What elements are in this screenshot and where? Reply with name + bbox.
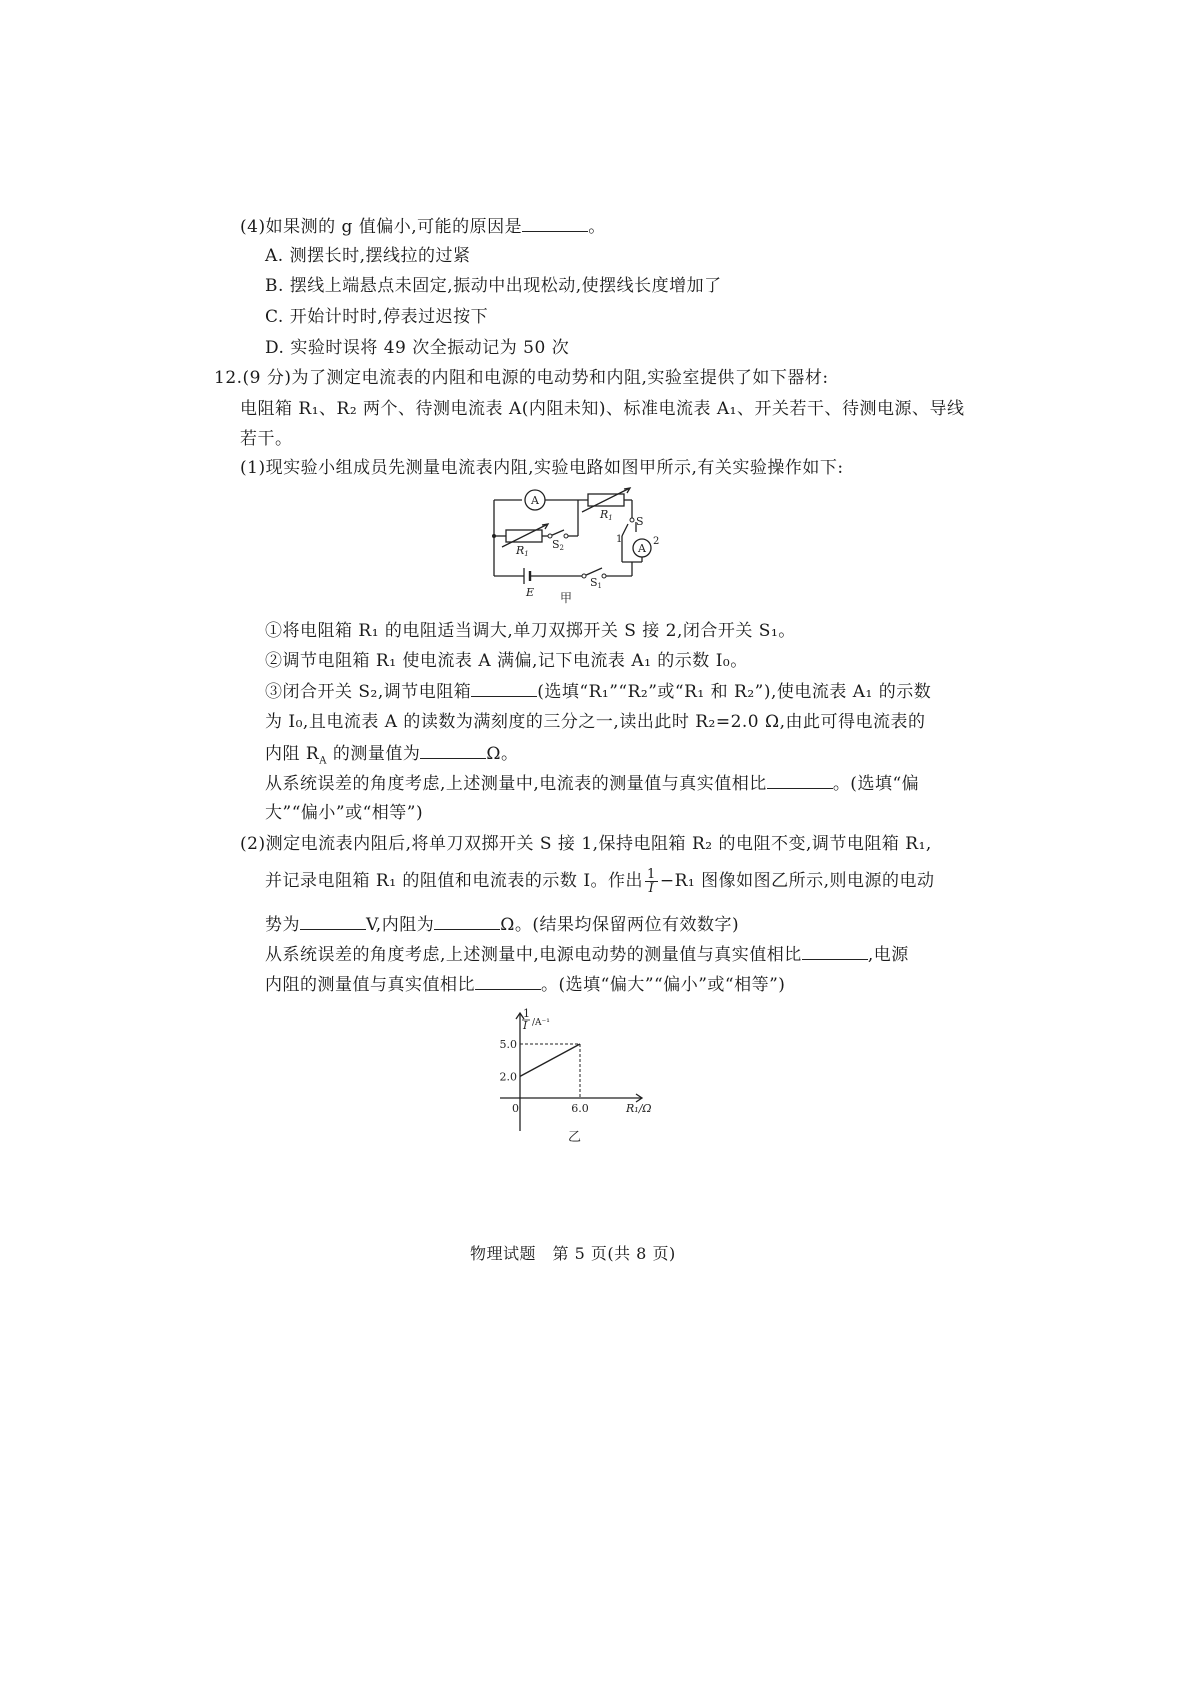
q4-stem: (4)如果测的 g 值偏小,可能的原因是 。 [240, 217, 606, 237]
reciprocal-current-graph [490, 1005, 670, 1155]
y-axis-label-denominator: I [523, 1019, 528, 1032]
answer-blank[interactable] [471, 680, 537, 697]
error-analysis-1-end: 大”“偏小”或“相等”) [265, 803, 424, 823]
emf-label: E [526, 586, 535, 599]
y-axis-label-numerator: 1 [523, 1007, 530, 1020]
data-line [520, 1044, 580, 1076]
answer-blank[interactable] [300, 913, 366, 930]
step-1: ①将电阻箱 R₁ 的电阻适当调大,单刀双掷开关 S 接 2,闭合开关 S₁。 [265, 621, 796, 641]
q12-part2-line2: 并记录电阻箱 R₁ 的阻值和电流表的示数 I。作出 $\frac{1}{I}$ −R₁ 图像如图乙所示,则电源的电动 [265, 867, 935, 896]
q12-intro: 12.(9 分)为了测定电流表的内阻和电源的电动势和内阻,实验室提供了如下器材: [214, 368, 829, 388]
q12-materials: 电阻箱 R₁、R₂ 两个、待测电流表 A(内阻未知)、标准电流表 A₁、开关若干、待测电源、导线 [240, 399, 965, 419]
q4-option-d: D. 实验时误将 49 次全振动记为 50 次 [265, 338, 570, 358]
q4-option-c: C. 开始计时时,停表过迟按下 [265, 307, 489, 327]
switch-pos2-label: 2 [653, 536, 660, 547]
answer-blank[interactable] [475, 973, 541, 990]
r2-label: R1 [516, 544, 529, 558]
q4-option-a: A. 测摆长时,摆线拉的过紧 [265, 246, 471, 266]
x-axis-label: R₁/Ω [626, 1102, 652, 1115]
q12-part1: (1)现实验小组成员先测量电流表内阻,实验电路如图甲所示,有关实验操作如下: [240, 458, 844, 478]
error-analysis-1: 从系统误差的角度考虑,上述测量中,电流表的测量值与真实值相比 。(选填“偏 [265, 774, 920, 794]
r1-top-label: R1 [600, 508, 613, 522]
circuit-caption: 甲 [560, 591, 573, 605]
circuit-diagram [480, 480, 680, 610]
reciprocal-fraction: $\frac{1}{I}$ [647, 867, 656, 896]
y-axis-label-unit: /A⁻¹ [532, 1018, 550, 1028]
answer-blank[interactable] [802, 943, 868, 960]
answer-blank[interactable] [767, 772, 833, 789]
answer-blank[interactable] [522, 215, 588, 232]
error-analysis-2-end: 内阻的测量值与真实值相比 。(选填“偏大”“偏小”或“相等”) [265, 975, 786, 995]
step-3-line1: ③闭合开关 S₂,调节电阻箱 (选填“R₁”“R₂”或“R₁ 和 R₂”),使电流表 A₁ 的示数 [265, 682, 932, 702]
q4-option-b: B. 摆线上端悬点未固定,振动中出现松动,使摆线长度增加了 [265, 276, 722, 296]
q12-part2-line3: 势为 V,内阻为 Ω。(结果均保留两位有效数字) [265, 915, 740, 935]
s1-label: S1 [590, 576, 603, 590]
q12-materials-end: 若干。 [240, 429, 293, 449]
q12-part2: (2)测定电流表内阻后,将单刀双掷开关 S 接 1,保持电阻箱 R₂ 的电阻不变,调节电阻箱 R₁, [240, 834, 932, 854]
graph-caption: 乙 [568, 1130, 582, 1145]
error-analysis-2: 从系统误差的角度考虑,上述测量中,电源电动势的测量值与真实值相比 ,电源 [265, 945, 909, 965]
page-footer: 物理试题 第 5 页(共 8 页) [470, 1244, 676, 1263]
ammeter-a1-label: A [531, 494, 539, 507]
y-tick-label: 5.0 [499, 1038, 517, 1051]
x-tick-label: 0 [512, 1102, 519, 1115]
step-2: ②调节电阻箱 R₁ 使电流表 A 满偏,记下电流表 A₁ 的示数 I₀。 [265, 651, 748, 671]
answer-blank[interactable] [434, 913, 500, 930]
ammeter-a-label: A [638, 542, 646, 555]
switch-pos1-label: 1 [616, 534, 623, 545]
y-tick-label: 2.0 [499, 1070, 517, 1084]
s-label: S [636, 515, 644, 528]
step-3-line3: 内阻 $R_A$ 的测量值为 Ω。 [265, 744, 519, 767]
x-tick-label: 6.0 [571, 1102, 589, 1115]
answer-blank[interactable] [420, 742, 486, 759]
step-3-line2: 为 I₀,且电流表 A 的读数为满刻度的三分之一,读出此时 R₂=2.0 Ω,由此可得电流表的 [265, 712, 926, 732]
s2-label: S2 [552, 538, 565, 552]
